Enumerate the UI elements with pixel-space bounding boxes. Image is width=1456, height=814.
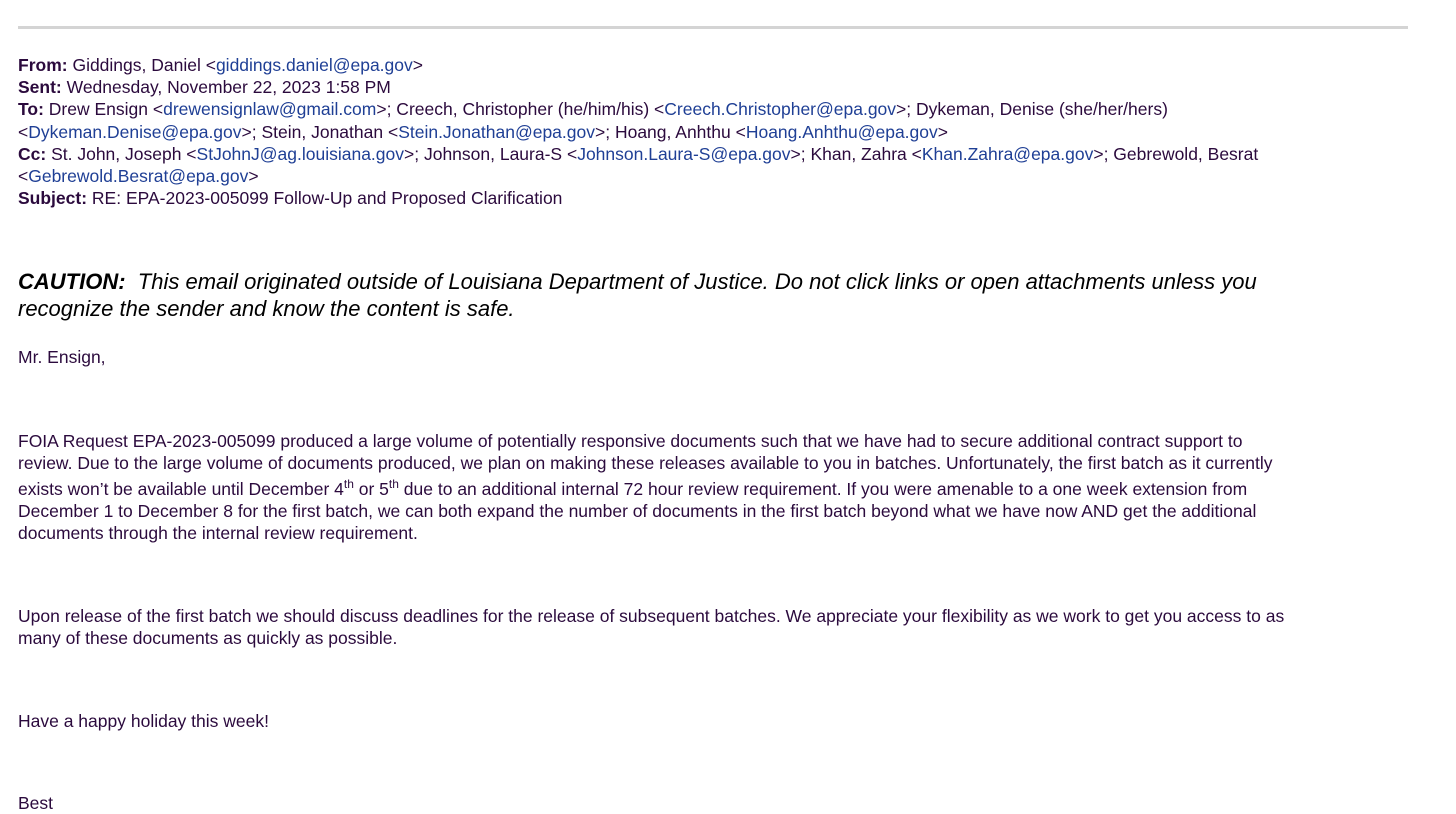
cc-recipient-name: St. John, Joseph < <box>51 143 197 164</box>
to-email-link[interactable]: Creech.Christopher@epa.gov <box>664 99 897 120</box>
caution-line-2 <box>18 296 1418 323</box>
to-recipient-name: >; Dykeman, Denise (she/her/hers) <box>896 99 1168 120</box>
bracket: > <box>937 121 948 142</box>
email-header <box>18 54 1418 209</box>
from-label: From: <box>18 55 68 75</box>
paragraph-line: FOIA Request EPA-2023-005099 produced a large volume of potentially responsive documents such that we have had to secure additional contract support to <box>18 431 1243 451</box>
to-recipient-name: >; Stein, Jonathan < <box>241 121 399 142</box>
sent-value: Wednesday, November 22, 2023 1:58 PM <box>66 77 391 98</box>
to-email-link[interactable]: Stein.Jonathan@epa.gov <box>398 121 595 142</box>
paragraph-3 <box>18 710 1418 732</box>
subject-label: Subject: <box>18 188 88 209</box>
caution-line-1 <box>18 269 1418 296</box>
caution-banner <box>18 269 1418 322</box>
cc-email-link[interactable]: Johnson.Laura-S@epa.gov <box>577 143 791 164</box>
paragraph-line: documents through the internal review requirement. <box>18 523 418 543</box>
from-end: > <box>412 55 423 75</box>
paragraph-line: Upon release of the first batch we should discuss deadlines for the release of subsequent batches. We appreciate your flexibility as we work to get you access to as <box>18 606 1285 626</box>
to-line <box>18 98 1418 120</box>
cc-recipient-name: >; Johnson, Laura-S < <box>404 143 578 164</box>
bracket: > <box>248 166 259 187</box>
cc-recipient-name: >; Gebrewold, Besrat <box>1093 143 1259 164</box>
to-line-continued <box>18 121 1418 143</box>
to-email-link[interactable]: Hoang.Anhthu@epa.gov <box>745 121 938 142</box>
bracket: < <box>18 121 29 142</box>
cc-email-link[interactable]: Khan.Zahra@epa.gov <box>921 143 1094 164</box>
closing-text: Best <box>18 793 54 813</box>
to-recipient-name: Drew Ensign < <box>48 99 164 120</box>
sent-label: Sent: <box>18 77 62 98</box>
to-email-link[interactable]: drewensignlaw@gmail.com <box>163 99 377 120</box>
caution-text: recognize the sender and know the content is safe. <box>18 295 515 321</box>
ordinal-suffix: th <box>388 477 399 491</box>
ordinal-suffix: th <box>343 477 354 491</box>
paragraph-line: many of these documents as quickly as possible. <box>18 628 398 648</box>
cc-line <box>18 143 1418 165</box>
bracket: < <box>18 166 29 187</box>
cc-line-continued <box>18 165 1418 187</box>
greeting <box>18 346 1418 368</box>
paragraph-2 <box>18 605 1418 649</box>
from-name: Giddings, Daniel < <box>72 55 216 75</box>
text-run: due to an additional internal 72 hour review requirement. If you were amenable to a one week extension from <box>398 479 1248 499</box>
caution-label: CAUTION: <box>18 269 126 294</box>
paragraph-line <box>18 478 1418 500</box>
cc-email-link[interactable]: StJohnJ@ag.louisiana.gov <box>196 143 405 164</box>
paragraph-line: December 1 to December 8 for the first batch, we can both expand the number of documents in the first batch beyond what we have now AND get the additional <box>18 501 1257 521</box>
cc-email-link[interactable]: Gebrewold.Besrat@epa.gov <box>28 166 249 187</box>
cc-label: Cc: <box>18 143 47 164</box>
to-recipient-name: >; Hoang, Anhthu < <box>595 121 746 142</box>
text-run: or 5 <box>353 479 389 499</box>
top-divider <box>18 26 1408 29</box>
greeting-text: Mr. Ensign, <box>18 347 106 367</box>
to-label: To: <box>18 99 44 120</box>
subject-value: RE: EPA-2023-005099 Follow-Up and Proposed Clarification <box>91 188 563 209</box>
caution-text: This email originated outside of Louisiana Department of Justice. Do not click links or open attachments unless you <box>137 269 1257 294</box>
to-email-link[interactable]: Dykeman.Denise@epa.gov <box>28 121 242 142</box>
cc-recipient-name: >; Khan, Zahra < <box>790 143 922 164</box>
paragraph-line: review. Due to the large volume of documents produced, we plan on making these releases available to you in batches. Unfortunately, the first batch as it currently <box>18 453 1273 473</box>
closing <box>18 792 1418 814</box>
sent-line <box>18 76 1418 98</box>
text-run: exists won’t be available until December 4 <box>18 479 344 499</box>
paragraph-1 <box>18 430 1418 544</box>
from-line <box>18 54 1418 76</box>
paragraph-line: Have a happy holiday this week! <box>18 711 269 731</box>
subject-line <box>18 187 1418 209</box>
to-recipient-name: >; Creech, Christopher (he/him/his) < <box>376 99 665 120</box>
from-email-link[interactable]: giddings.daniel@epa.gov <box>215 55 413 75</box>
